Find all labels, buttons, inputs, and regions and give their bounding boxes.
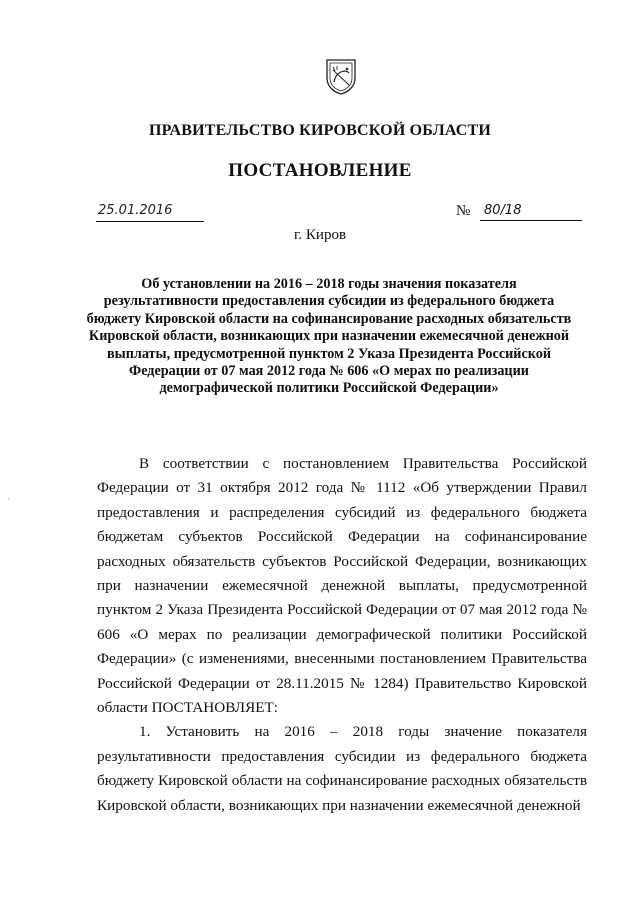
document-number: 80/18 (480, 203, 582, 221)
document-number-field (456, 201, 582, 221)
document-type: ПОСТАНОВЛЕНИЕ (228, 160, 412, 181)
body-paragraph: В соответствии с постановлением Правительства Российской Федерации от 31 октября 2012 года № 1112 «Об утверждении Правил предоставления и распределения субсидий из федерального бюджета бюджетам субъектов Российской Федерации на софинансирование расходных обязательств субъектов Российской Федерации, возникающих при назначении ежемесячной денежной выплаты, предусмотренной пунктом 2 Указа Президента Российской Федерации от 07 мая 2012 года № 606 «О мерах по реализации демографической политики Российской Федерации» (с изменениями, внесенными постановлением Правительства Российской Федерации от 28.11.2015 № 1284) Правительство Кировской области ПОСТАНОВЛЯЕТ: (97, 455, 587, 717)
city-name: г. Киров (293, 227, 347, 243)
coat-of-arms-icon (325, 58, 357, 96)
number-sign: № (456, 203, 471, 219)
document-date: 25.01.2016 (96, 203, 204, 222)
document-title: Об установлении на 2016 – 2018 годы значения показателя результативности предоставления субсидии из федерального бюджета бюджету Кировской области на софинансирование расходных обязательств Кировской области, возникающих при назначении ежемесячной денежной выплаты, предусмотренной пунктом 2 Указа Президента Российской Федерации от 07 мая 2012 года № 606 «О мерах по реализации демографической политики Российской Федерации» (86, 276, 572, 397)
margin-mark: · (7, 494, 10, 504)
document-body (97, 452, 587, 818)
body-paragraph: 1. Установить на 2016 – 2018 годы значение показателя результативности предоставления субсидии из федерального бюджета бюджету Кировской области на софинансирование расходных обязательств Кировской области, возникающих при назначении ежемесячной денежной (97, 723, 587, 814)
organization-name: ПРАВИТЕЛЬСТВО КИРОВСКОЙ ОБЛАСТИ (148, 122, 492, 139)
